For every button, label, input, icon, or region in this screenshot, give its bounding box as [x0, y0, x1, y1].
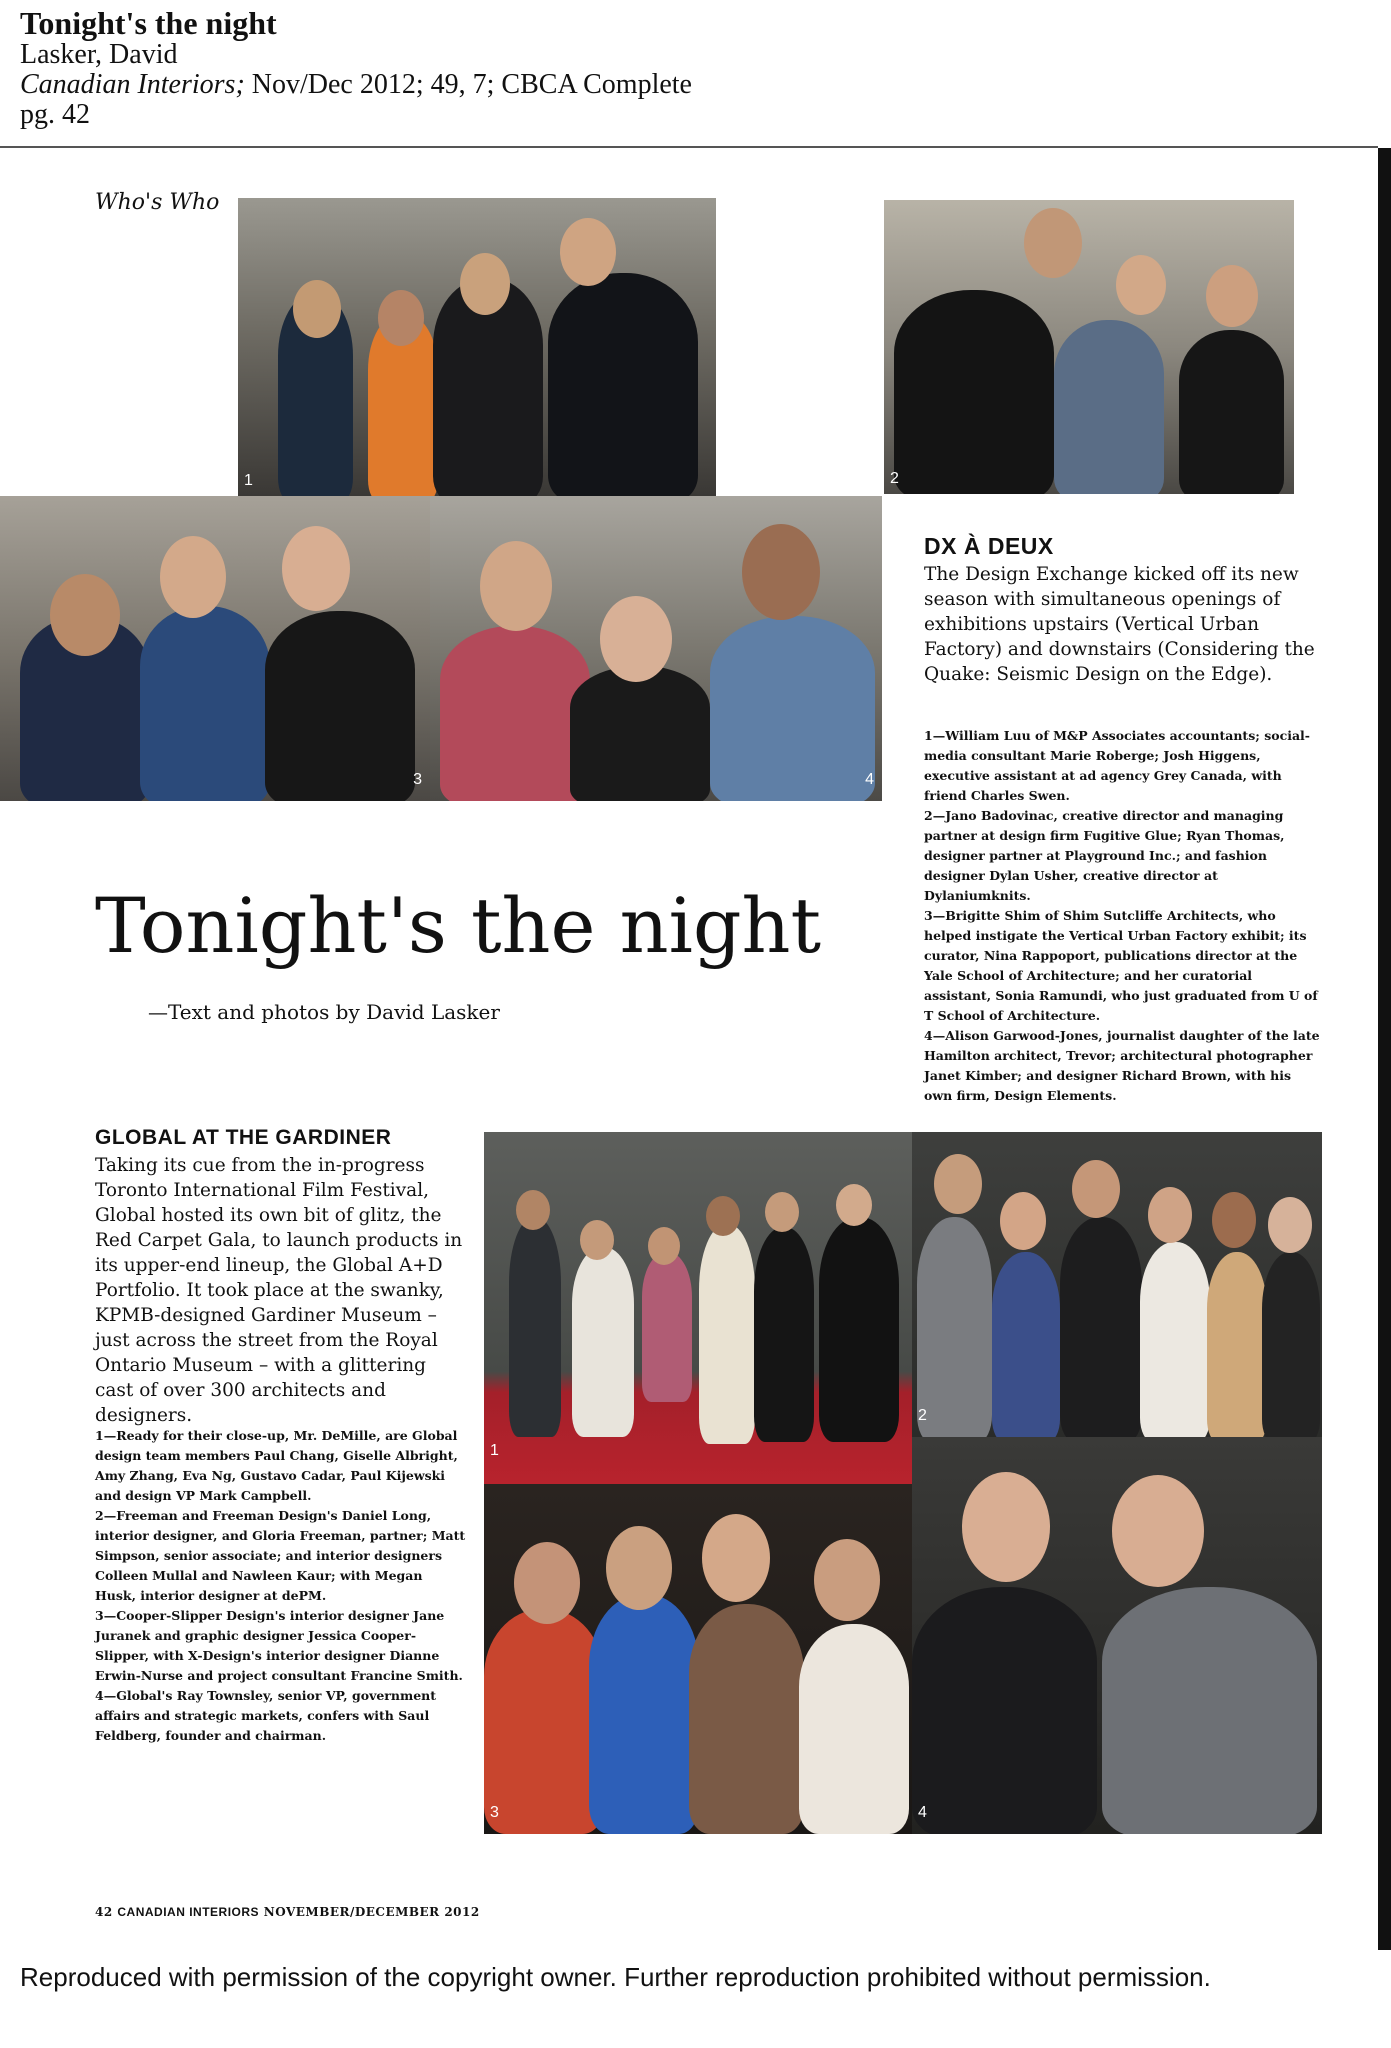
byline: —Text and photos by David Lasker — [148, 1000, 500, 1024]
page-footer — [95, 1905, 480, 1919]
photo-number: 3 — [413, 771, 422, 788]
caption-item: 1—William Luu of M&P Associates accountants; social-media consultant Marie Roberge; Josh Higgens, executive assistant at ad agency Grey Canada, with friend Charles Swen. — [924, 728, 1310, 803]
photo-dx-1 — [238, 198, 716, 496]
issue-date: NOVEMBER/DECEMBER 2012 — [263, 1905, 480, 1919]
citation-header — [20, 6, 920, 130]
photo-number: 1 — [244, 472, 253, 489]
photo-number: 4 — [918, 1804, 927, 1821]
page-number: 42 — [95, 1905, 113, 1919]
caption-item: 4—Alison Garwood-Jones, journalist daughter of the late Hamilton architect, Trevor; architectural photographer Janet Kimber; and designer Richard Brown, with his own firm, Design Elements. — [924, 1028, 1320, 1103]
citation-issue: Nov/Dec 2012; 49, 7; CBCA Complete — [251, 69, 692, 100]
photo-global-2 — [912, 1132, 1322, 1437]
citation-author: Lasker, David — [20, 39, 178, 70]
photo-number: 4 — [865, 771, 874, 788]
dx-captions — [924, 726, 1322, 1106]
caption-item: 2—Freeman and Freeman Design's Daniel Long, interior designer, and Gloria Freeman, partner; Matt Simpson, senior associate; and interior designers Colleen Mullal and Nawleen Kaur; with Megan Husk, interior designer at dePM. — [95, 1508, 466, 1603]
caption-item: 3—Cooper-Slipper Design's interior designer Jane Juranek and graphic designer Jessica Cooper-Slipper, with X-Design's interior designer Dianne Erwin-Nurse and project consultant Francine Smith. — [95, 1608, 463, 1683]
photo-dx-3 — [0, 496, 430, 801]
dx-heading: DX À DEUX — [924, 533, 1054, 559]
citation-title: Tonight's the night — [20, 5, 277, 41]
photo-global-3 — [484, 1484, 912, 1834]
photo-global-4 — [912, 1437, 1322, 1834]
photo-dx-2 — [884, 200, 1294, 494]
global-heading: GLOBAL AT THE GARDINER — [95, 1126, 392, 1149]
caption-item: 4—Global's Ray Townsley, senior VP, government affairs and strategic markets, confers with Saul Feldberg, founder and chairman. — [95, 1688, 437, 1743]
magazine-name: CANADIAN INTERIORS — [117, 1905, 260, 1919]
citation-source — [20, 70, 920, 100]
caption-item: 2—Jano Badovinac, creative director and managing partner at design firm Fugitive Glue; Ryan Thomas, designer partner at Playground Inc.; and fashion designer Dylan Usher, creative director at Dylaniumknits. — [924, 808, 1285, 903]
citation-page: pg. 42 — [20, 99, 90, 130]
dx-intro: The Design Exchange kicked off its new season with simultaneous openings of exhibitions upstairs (Vertical Urban Factory) and downstairs (Considering the Quake: Seismic Design on the Edge). — [924, 564, 1315, 685]
magazine-page — [0, 148, 1378, 1950]
global-intro: Taking its cue from the in-progress Toronto International Film Festival, Global hosted its own bit of glitz, the Red Carpet Gala, to launch products in its upper-end lineup, the Global A+D Portfolio. It took place at the swanky, KPMB-designed Gardiner Museum – just across the street from the Royal Ontario Museum – with a glittering cast of over 300 architects and designers. — [95, 1155, 463, 1426]
photo-number: 1 — [490, 1442, 499, 1459]
caption-item: 3—Brigitte Shim of Shim Sutcliffe Architects, who helped instigate the Vertical Urban Factory exhibit; its curator, Nina Rappoport, publications director at the Yale School of Architecture; and her curatorial assistant, Sonia Ramundi, who just graduated from U of T School of Architecture. — [924, 908, 1318, 1023]
citation-journal: Canadian Interiors; — [20, 69, 245, 100]
photo-number: 2 — [918, 1407, 927, 1424]
caption-item: 1—Ready for their close-up, Mr. DeMille, are Global design team members Paul Chang, Giselle Albright, Amy Zhang, Eva Ng, Gustavo Cadar, Paul Kijewski and design VP Mark Campbell. — [95, 1428, 458, 1503]
photo-number: 2 — [890, 470, 899, 487]
page-edge — [1378, 148, 1391, 1950]
photo-dx-4 — [430, 496, 882, 801]
kicker: Who's Who — [95, 190, 220, 215]
photo-number: 3 — [490, 1804, 499, 1821]
article-title: Tonight's the night — [95, 881, 822, 970]
copyright-notice: Reproduced with permission of the copyright owner. Further reproduction prohibited without permission. — [20, 1962, 1211, 1992]
global-captions — [95, 1426, 467, 1746]
photo-global-1 — [484, 1132, 912, 1484]
